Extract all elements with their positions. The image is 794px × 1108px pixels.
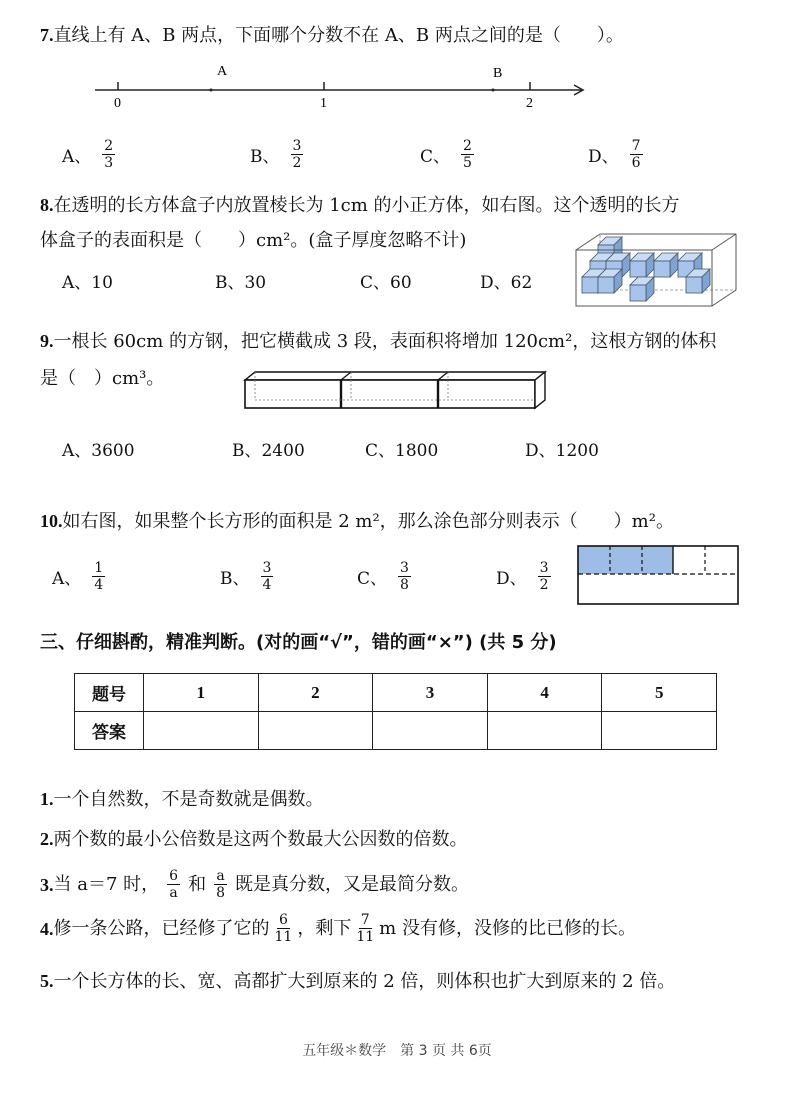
question-8-line-1: 8.在透明的长方体盒子内放置棱长为 1cm 的小正方体，如右图。这个透明的长方 [40, 195, 680, 216]
table-cell: 题号 [75, 674, 144, 712]
q7-option-d[interactable]: D、 $\frac{7}{6}$ [588, 138, 641, 171]
judgment-2: 2.两个数的最小公倍数是这两个数最大公因数的倍数。 [40, 829, 468, 850]
q9-option-b[interactable]: B、2400 [232, 441, 305, 461]
q7-option-a[interactable]: A、 $\frac{2}{3}$ [62, 138, 114, 171]
question-9-line-1: 9.一根长 60cm 的方钢，把它横截成 3 段，表面积将增加 120cm²，这根方钢的体积 [40, 331, 717, 352]
judgment-4: 4. 修一条公路，已经修了它的 $\frac{6}{11}$ ，剩下 $\frac{7}{11}$ m 没有修，没修的比已修的长。 [40, 912, 636, 945]
number-line [90, 60, 590, 115]
tick-label-2: 2 [526, 96, 533, 111]
table-row [75, 674, 717, 712]
question-10 [40, 508, 674, 535]
question-number: 10. [40, 511, 63, 531]
cube-box-figure [572, 232, 742, 312]
question-number: 7. [40, 25, 54, 45]
q10-option-d[interactable]: D、 $\frac{3}{2}$ [496, 560, 549, 593]
q8-option-b[interactable]: B、30 [215, 273, 267, 293]
fraction: $\frac{2}{5}$ [463, 138, 472, 171]
q10-option-b[interactable]: B、 $\frac{3}{4}$ [220, 560, 272, 593]
judgment-3: 3. 当 a＝7 时， $\frac{6}{a}$ 和 $\frac{a}{8}$ 既是真分数，又是最简分数。 [40, 868, 469, 901]
question-text: 直线上有 A、B 两点，下面哪个分数不在 A、B 两点之间的是（ ）。 [53, 25, 624, 46]
answer-cell-5[interactable] [602, 712, 717, 750]
point-b-label: B [493, 66, 503, 81]
table-cell: 5 [602, 674, 717, 712]
question-9-line-2: 是（ ）cm³。 [40, 368, 165, 389]
q8-option-a[interactable]: A、10 [62, 273, 113, 293]
fraction: $\frac{3}{4}$ [262, 560, 272, 593]
answer-cell-2[interactable] [258, 712, 373, 750]
fraction: $\frac{a}{8}$ [216, 868, 225, 901]
tick-label-0: 0 [114, 96, 121, 111]
judgment-1: 1.一个自然数，不是奇数就是偶数。 [40, 789, 324, 810]
question-number: 8. [40, 195, 54, 215]
table-cell: 4 [487, 674, 602, 712]
fraction: $\frac{6}{11}$ [274, 912, 293, 945]
answer-cell-1[interactable] [144, 712, 259, 750]
tick-label-1: 1 [320, 96, 327, 111]
fraction: $\frac{3}{2}$ [292, 138, 302, 171]
table-cell: 3 [373, 674, 488, 712]
table-cell: 答案 [75, 712, 144, 750]
judgment-5: 5.一个长方体的长、宽、高都扩大到原来的 2 倍，则体积也扩大到原来的 2 倍。 [40, 971, 676, 992]
fraction: $\frac{7}{6}$ [631, 138, 641, 171]
table-cell: 2 [258, 674, 373, 712]
q9-option-d[interactable]: D、1200 [525, 441, 599, 461]
rectangle-figure [576, 544, 740, 606]
steel-bar-figure [243, 368, 548, 412]
fraction: $\frac{3}{2}$ [539, 560, 549, 593]
page-footer: 五年级＊数学 第 3 页 共 6页 [302, 1043, 492, 1059]
answer-cell-3[interactable] [373, 712, 488, 750]
q9-option-a[interactable]: A、3600 [62, 441, 135, 461]
q10-option-c[interactable]: C、 $\frac{3}{8}$ [357, 560, 409, 593]
section-title: 三、仔细斟酌，精准判断。(对的画“√”，错的画“×”) (共 5 分) [40, 632, 557, 653]
answer-cell-4[interactable] [487, 712, 602, 750]
q10-option-a[interactable]: A、 $\frac{1}{4}$ [52, 560, 104, 593]
fraction: $\frac{3}{8}$ [400, 560, 409, 593]
question-text: 如右图，如果整个长方形的面积是 2 m²，那么涂色部分则表示（ ）m²。 [62, 511, 674, 532]
answer-table [74, 673, 717, 750]
q8-option-c[interactable]: C、60 [360, 273, 412, 293]
table-row [75, 712, 717, 750]
fraction: $\frac{6}{a}$ [169, 868, 179, 901]
fraction: $\frac{2}{3}$ [104, 138, 114, 171]
point-a-label: A [217, 64, 228, 79]
fraction: $\frac{1}{4}$ [94, 560, 104, 593]
q7-option-c[interactable]: C、 $\frac{2}{5}$ [420, 138, 472, 171]
question-7 [40, 22, 624, 49]
q9-option-c[interactable]: C、1800 [365, 441, 439, 461]
question-number: 9. [40, 331, 54, 351]
q7-option-b[interactable]: B、 $\frac{3}{2}$ [250, 138, 302, 171]
fraction: $\frac{7}{11}$ [356, 912, 375, 945]
table-cell: 1 [144, 674, 259, 712]
q8-option-d[interactable]: D、62 [480, 273, 533, 293]
question-8-line-2: 体盒子的表面积是（ ）cm²。(盒子厚度忽略不计) [40, 230, 467, 251]
shaded-region [578, 546, 673, 574]
